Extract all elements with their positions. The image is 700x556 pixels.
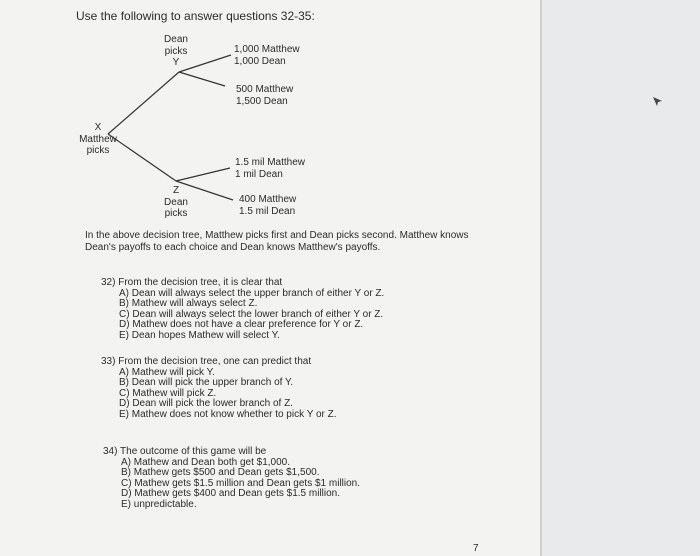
- page-edge: [540, 0, 542, 556]
- option-b: B) Dean will pick the upper branch of Y.: [119, 377, 294, 389]
- node-y-label: Dean picks Y: [164, 34, 188, 68]
- option-b: B) Mathew will always select Z.: [119, 298, 258, 310]
- question-33: [101, 357, 337, 421]
- instruction-text: Use the following to answer questions 32-35:: [76, 9, 315, 23]
- option-d: D) Mathew gets $400 and Dean gets $1.5 million.: [121, 488, 341, 500]
- payoff-y-upper: 1,000 Matthew 1,000 Dean: [234, 44, 300, 67]
- option-c: C) Mathew gets $1.5 million and Dean gets $1 million.: [121, 477, 361, 489]
- scenario-paragraph: In the above decision tree, Matthew picks first and Dean picks second. Matthew knows Dean's payoffs to each choice and Dean knows Matthew's payoffs.: [85, 230, 469, 253]
- question-34: [103, 447, 360, 511]
- option-a: A) Mathew and Dean both get $1,000.: [121, 456, 291, 468]
- option-e: E) Dean hopes Mathew will select Y.: [119, 329, 280, 341]
- option-c: C) Dean will always select the lower branch of either Y or Z.: [119, 308, 384, 320]
- node-x-label: X Matthew picks: [79, 122, 117, 156]
- payoff-z-lower: 400 Matthew 1.5 mil Dean: [239, 194, 297, 217]
- payoff-z-upper: 1.5 mil Matthew 1 mil Dean: [235, 157, 306, 180]
- option-b: B) Mathew gets $500 and Dean gets $1,500.: [121, 467, 320, 479]
- branch-z-upper: [176, 168, 230, 181]
- option-c: C) Mathew will pick Z.: [119, 387, 217, 399]
- question-stem: 34) The outcome of this game will be: [103, 446, 267, 457]
- option-d: D) Mathew does not have a clear preference for Y or Z.: [119, 319, 364, 331]
- branch-y-lower: [179, 72, 225, 86]
- node-z-label: Z Dean picks: [164, 185, 188, 219]
- option-a: A) Mathew will pick Y.: [119, 366, 215, 378]
- question-stem: 33) From the decision tree, one can predict that: [101, 356, 312, 367]
- question-32: [101, 278, 384, 342]
- cursor-arrow-icon: [652, 96, 664, 108]
- payoff-y-lower: 500 Matthew 1,500 Dean: [236, 84, 294, 107]
- option-e: E) Mathew does not know whether to pick Y or Z.: [119, 408, 337, 420]
- option-d: D) Dean will pick the lower branch of Z.: [119, 398, 293, 410]
- option-a: A) Dean will always select the upper branch of either Y or Z.: [119, 287, 385, 299]
- page-number: 7: [473, 543, 479, 554]
- option-e: E) unpredictable.: [121, 498, 197, 510]
- question-stem: 32) From the decision tree, it is clear that: [101, 277, 283, 288]
